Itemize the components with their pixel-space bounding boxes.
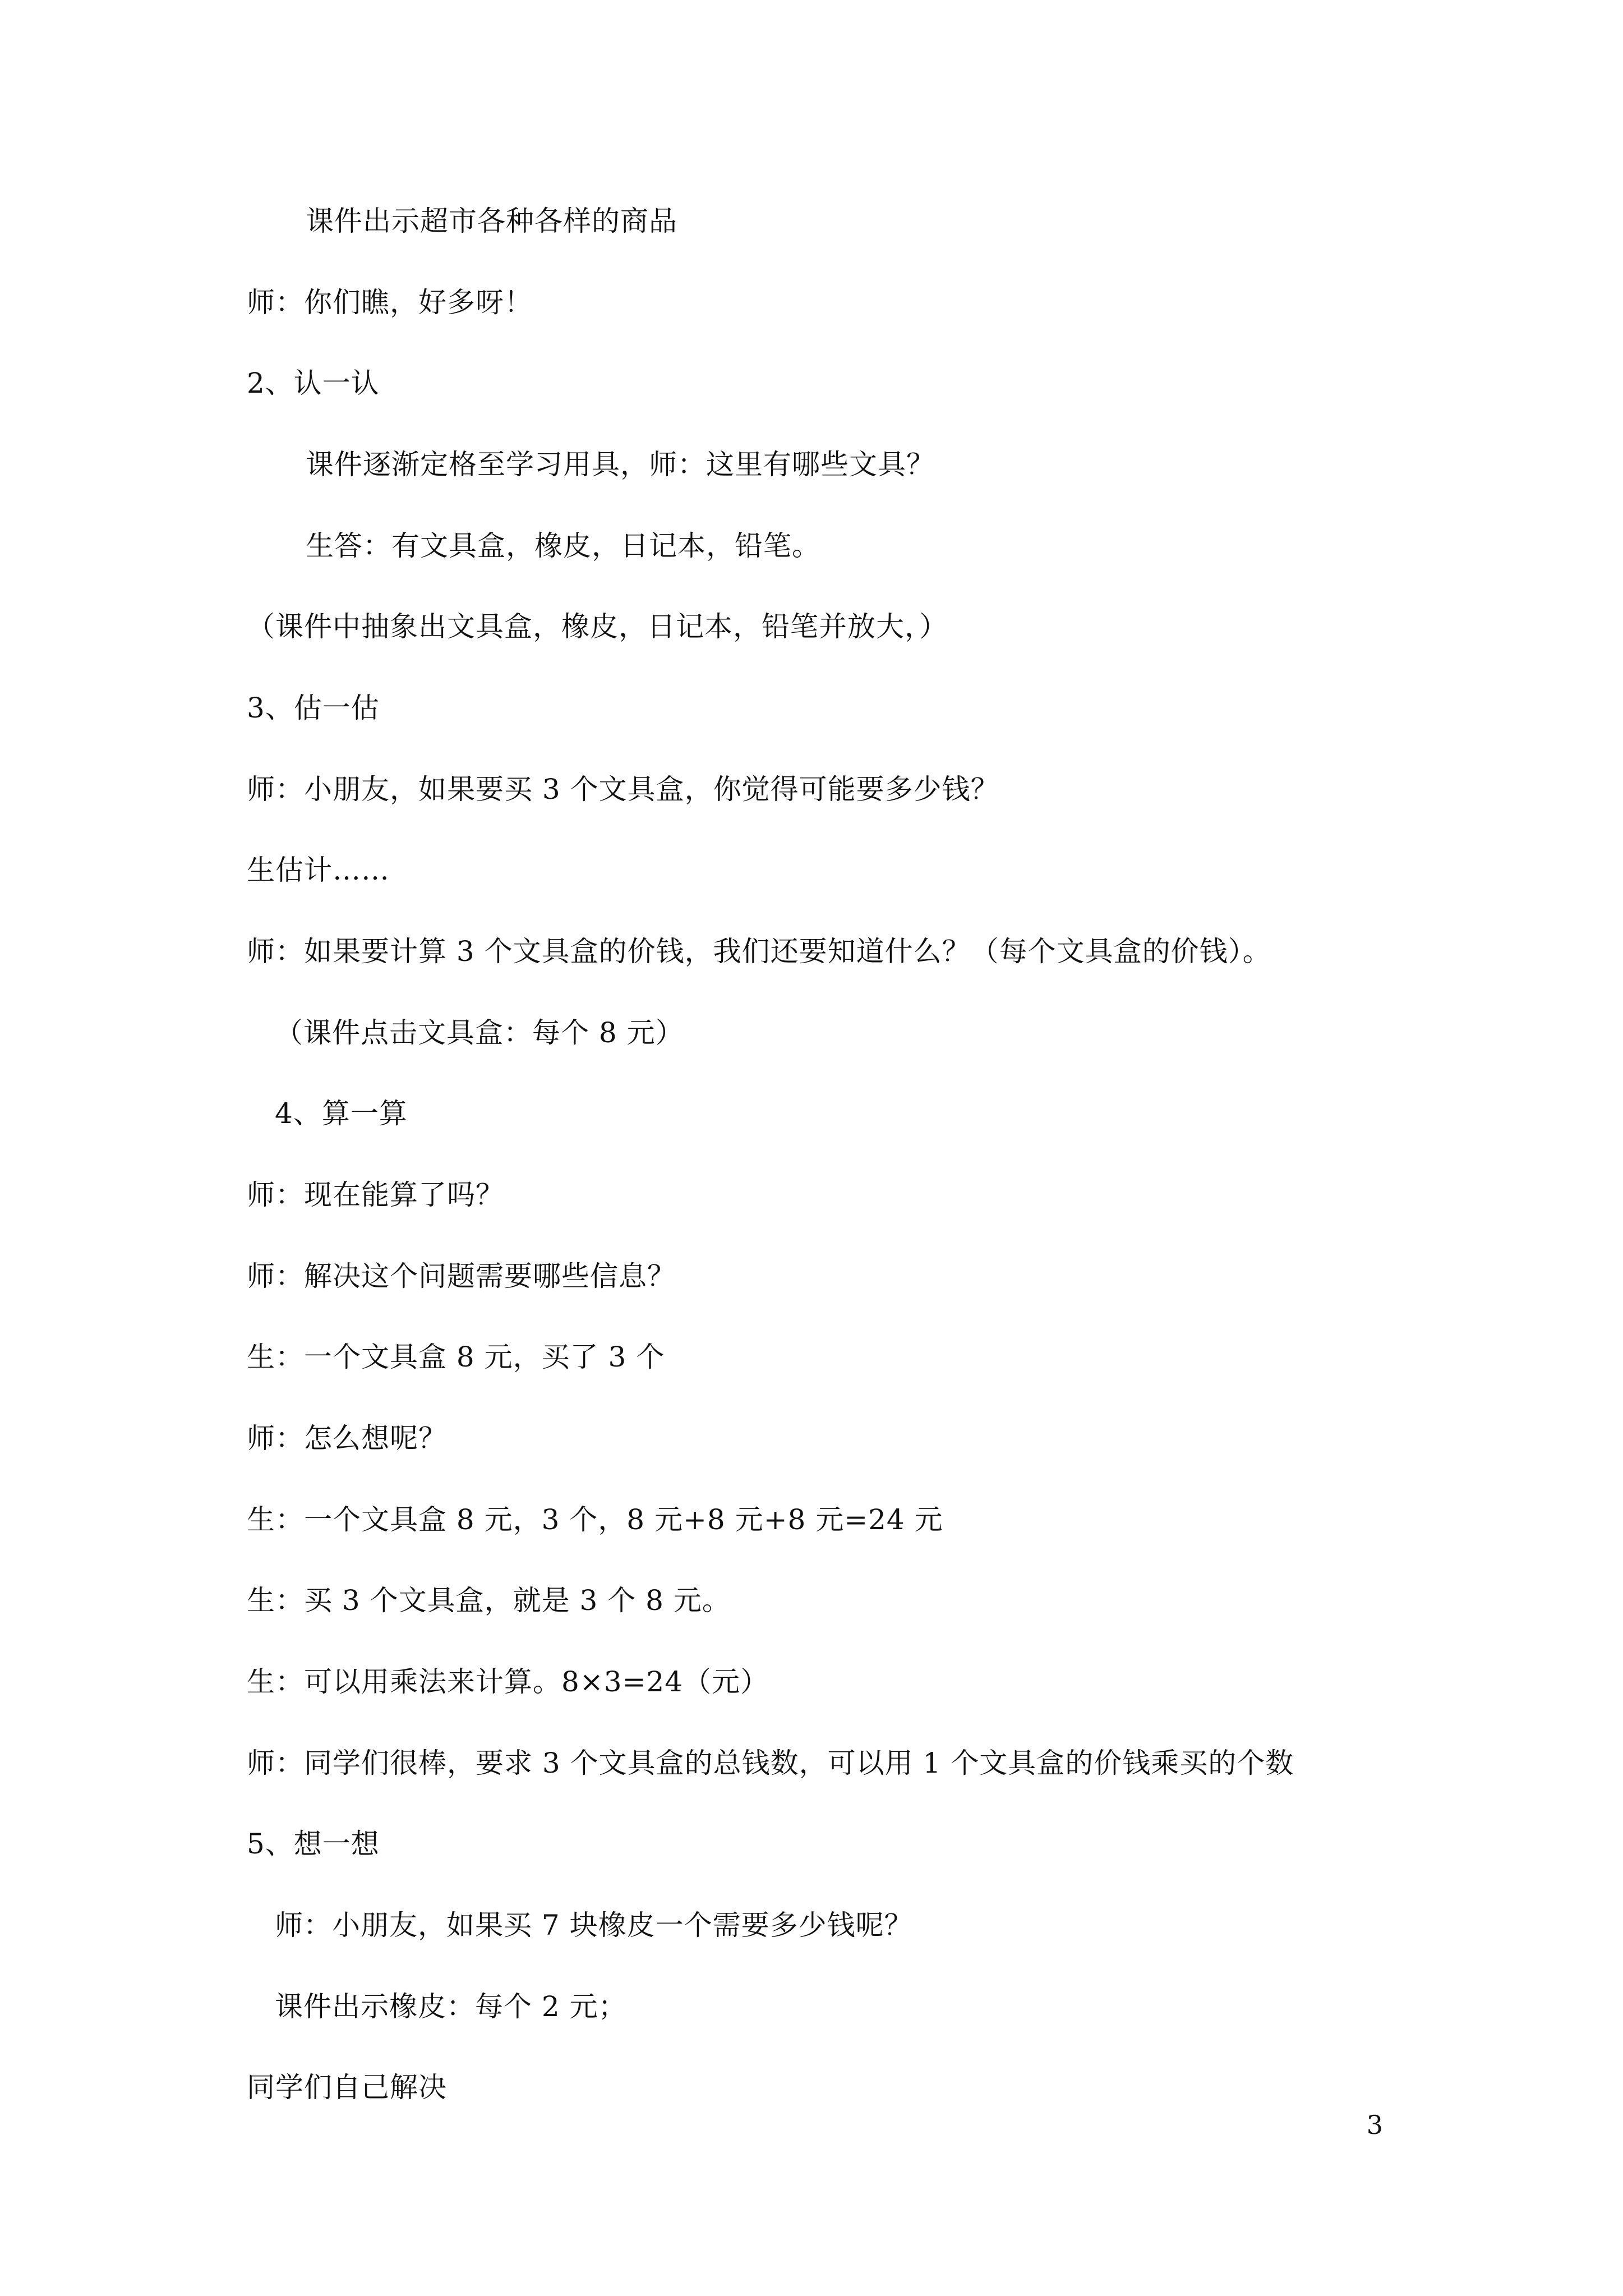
text-line: 师：如果要计算 3 个文具盒的价钱，我们还要知道什么？（每个文具盒的价钱）。 bbox=[247, 935, 1271, 968]
text-line: 师：小朋友，如果买 7 块橡皮一个需要多少钱呢？ bbox=[275, 1909, 913, 1941]
text-line: 课件逐渐定格至学习用具，师：这里有哪些文具？ bbox=[306, 448, 935, 481]
text-line: 同学们自己解决 bbox=[247, 2071, 447, 2104]
text-line: 生：一个文具盒 8 元，买了 3 个 bbox=[247, 1341, 665, 1373]
text-line: 生估计…… bbox=[247, 854, 390, 886]
section-heading: 4、算一算 bbox=[275, 1097, 408, 1130]
text-line: 师：解决这个问题需要哪些信息？ bbox=[247, 1260, 676, 1292]
text-line: 生：买 3 个文具盒，就是 3 个 8 元。 bbox=[247, 1584, 731, 1617]
text-line: 师：同学们很棒，要求 3 个文具盒的总钱数，可以用 1 个文具盒的价钱乘买的个数 bbox=[247, 1747, 1294, 1779]
page-number: 3 bbox=[1366, 2110, 1383, 2140]
text-line: 师：现在能算了吗？ bbox=[247, 1179, 504, 1211]
text-line: （课件中抽象出文具盒，橡皮，日记本，铅笔并放大，） bbox=[247, 610, 948, 643]
section-heading: 3、估一估 bbox=[247, 692, 380, 724]
text-line: 课件出示超市各种各样的商品 bbox=[306, 205, 677, 237]
text-line: 生：可以用乘法来计算。8×3=24（元） bbox=[247, 1665, 769, 1698]
text-line: 师：你们瞧，好多呀！ bbox=[247, 286, 533, 319]
text-line: 课件出示橡皮：每个 2 元； bbox=[275, 1990, 627, 2023]
text-line: （课件点击文具盒：每个 8 元） bbox=[275, 1016, 684, 1049]
text-line: 生答：有文具盒，橡皮，日记本，铅笔。 bbox=[306, 530, 820, 562]
text-line: 师：小朋友，如果要买 3 个文具盒，你觉得可能要多少钱？ bbox=[247, 773, 999, 806]
text-line: 生：一个文具盒 8 元，3 个，8 元+8 元+8 元=24 元 bbox=[247, 1503, 943, 1536]
section-heading: 5、想一想 bbox=[247, 1828, 380, 1860]
text-line: 师：怎么想呢？ bbox=[247, 1422, 447, 1455]
section-heading: 2、认一认 bbox=[247, 367, 380, 399]
